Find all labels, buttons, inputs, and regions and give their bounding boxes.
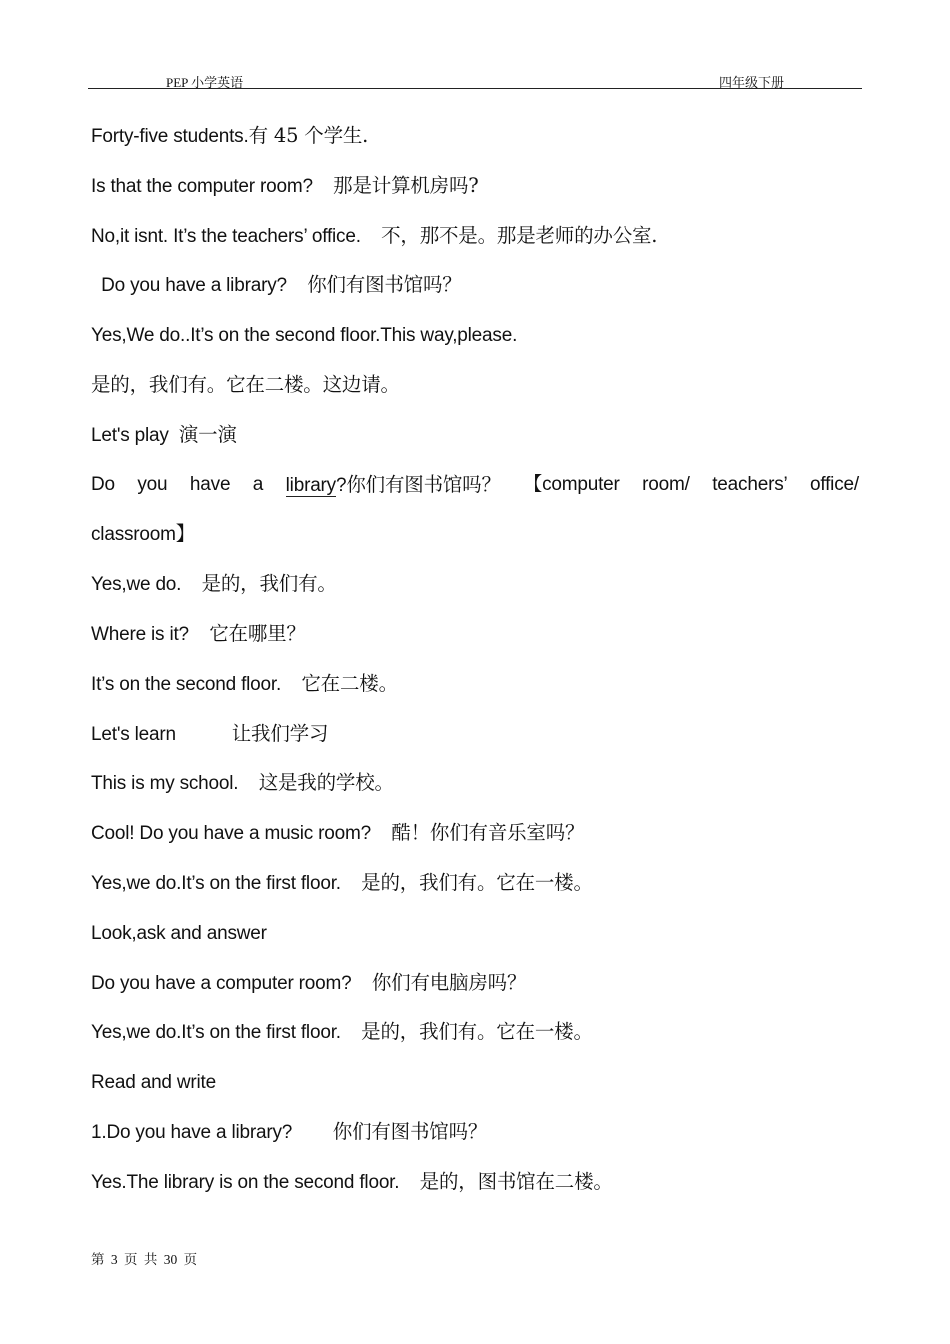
- text-line: Yes,we do. 是的，我们有。: [91, 572, 337, 596]
- text-line: Do you have a computer room? 你们有电脑房吗？: [91, 970, 527, 994]
- header-grade: 四年级下册: [718, 75, 784, 90]
- page-header: [88, 68, 862, 89]
- text-line: Do you have a library? 你们有图书馆吗？: [91, 273, 462, 297]
- text-line: Is that the computer room? 那是计算机房吗?: [91, 173, 479, 197]
- section-heading: Let's learn 让我们学习: [91, 721, 329, 745]
- document-body: [91, 120, 859, 1216]
- page-number: 第 3 页 共 30 页: [91, 1252, 198, 1267]
- text-line: 1.Do you have a library? 你们有图书馆吗？: [91, 1119, 488, 1143]
- underlined-word: library: [285, 474, 336, 496]
- text-line: No,it isnt. It’s the teachers’ office. 不，那不是。那是老师的办公室.: [91, 223, 658, 247]
- text-line: Where is it? 它在哪里？: [91, 621, 306, 645]
- section-heading: Read and write: [91, 1072, 216, 1094]
- text-line: Yes,we do.It’s on the first floor. 是的，我们有。它在一楼。: [91, 1020, 593, 1044]
- text-line: It’s on the second floor. 它在二楼。: [91, 671, 398, 695]
- section-heading: Let's play 演一演: [91, 422, 237, 446]
- text-line: Cool! Do you have a music room? 酷！你们有音乐室吗？: [91, 821, 585, 845]
- text-line: Yes,We do..It’s on the second floor.This way,please.: [91, 325, 518, 347]
- header-title: PEP 小学英语: [166, 75, 244, 90]
- text-line: Forty-five students.有 45 个学生.: [91, 124, 369, 147]
- section-heading: Look,ask and answer: [91, 922, 267, 944]
- justified-text-line: Do you have a library?你们有图书馆吗？ 【computer room/ teachers’ office/: [91, 472, 859, 496]
- text-line: Yes.The library is on the second floor. 是的，图书馆在二楼。: [91, 1169, 613, 1193]
- text-line: 是的，我们有。它在二楼。这边请。: [91, 372, 400, 396]
- text-line: Yes,we do.It’s on the first floor. 是的，我们有。它在一楼。: [91, 870, 593, 894]
- text-line: classroom】: [91, 522, 196, 546]
- text-line: This is my school. 这是我的学校。: [91, 771, 394, 795]
